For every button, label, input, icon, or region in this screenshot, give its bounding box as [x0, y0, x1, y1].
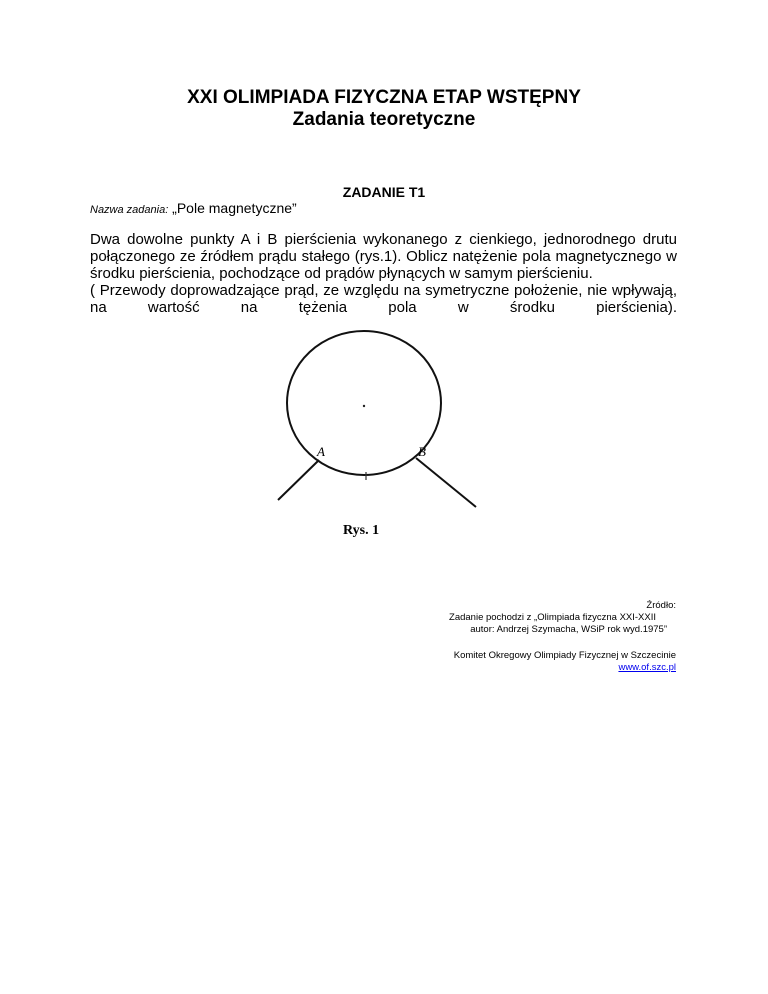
website-link[interactable]: www.of.szc.pl	[618, 662, 676, 673]
task-name-value: „Pole magnetyczne”	[172, 200, 297, 216]
ring-figure	[270, 330, 500, 545]
wire-a	[278, 460, 319, 500]
source-heading: Źródło:	[646, 600, 676, 611]
task-name	[90, 200, 297, 216]
wire-b	[416, 458, 476, 507]
task-paragraph-1: Dwa dowolne punkty A i B pierścienia wykonanego z cienkiego, jednorodnego drutu połączonego ze źródłem prądu stałego (rys.1). Oblicz natężenie pola magnetycznego w środku pierścienia, pochodzące od prądów płynących w samym pierścieniu.	[90, 231, 677, 282]
task-body	[90, 231, 677, 316]
footer	[454, 650, 676, 674]
ring-center-dot	[363, 405, 365, 407]
task-paragraph-2: ( Przewody doprowadzające prąd, ze względu na symetryczne położenie, nie wpływają, na wartość na tężenia pola w środku pierścienia).	[90, 282, 677, 316]
source-author: autor: Andrzej Szymacha, WSiP rok wyd.1975”	[470, 624, 667, 635]
label-b: B	[418, 444, 426, 459]
figure-caption: Rys. 1	[343, 523, 380, 538]
task-name-label: Nazwa zadania:	[90, 204, 169, 216]
label-a: A	[317, 444, 325, 459]
source-line: Zadanie pochodzi z „Olimpiada fizyczna XXI-XXII	[449, 612, 656, 623]
document-title: XXI OLIMPIADA FIZYCZNA ETAP WSTĘPNY	[187, 87, 581, 108]
committee-name: Komitet Okregowy Olimpiady Fizycznej w Szczecinie	[453, 650, 676, 661]
source-note	[449, 600, 676, 636]
document-subtitle: Zadania teoretyczne	[292, 109, 476, 130]
task-heading: ZADANIE T1	[342, 184, 426, 200]
